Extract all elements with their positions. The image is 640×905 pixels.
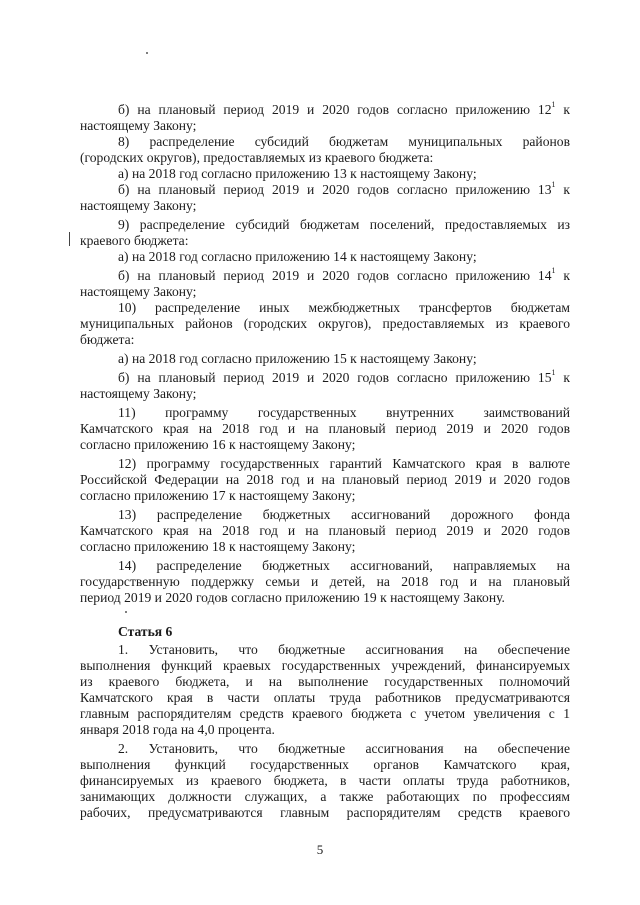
- text-line: согласно приложению 18 к настоящему Закону;: [80, 539, 356, 554]
- text-line: согласно приложению 16 к настоящему Закону;: [80, 437, 356, 452]
- text-line: период 2019 и 2020 годов согласно приложению 19 к настоящему Закону.: [80, 590, 505, 605]
- text-line: б) на плановый период 2019 и 2020 годов согласно приложению $13^1$ к: [118, 180, 570, 197]
- text-line: бюджета:: [80, 332, 135, 347]
- text-line: б) на плановый период 2019 и 2020 годов согласно приложению $12^1$ к: [118, 100, 570, 117]
- text-line: настоящему Закону;: [80, 118, 197, 133]
- text-line: настоящему Закону;: [80, 198, 197, 213]
- text-line: настоящему Закону;: [80, 284, 197, 299]
- text-line: 1. Установить, что бюджетные ассигнования на обеспечение: [118, 642, 570, 657]
- text-line: 14) распределение бюджетных ассигнований, направляемых на: [118, 558, 570, 573]
- text-line: настоящему Закону;: [80, 386, 197, 401]
- text-line: выполнения функций краевых государственных учреждений, финансируемых: [80, 658, 570, 673]
- text-line: из краевого бюджета, и на выполнение государственных полномочий: [80, 674, 570, 689]
- text-line: Камчатского края на 2018 год и на плановый период 2019 и 2020 годов: [80, 421, 570, 436]
- text-line: января 2018 года на 4,0 процента.: [80, 722, 275, 737]
- text-line: 10) распределение иных межбюджетных трансфертов бюджетам: [118, 300, 570, 315]
- text-line: б) на плановый период 2019 и 2020 годов согласно приложению $14^1$ к: [118, 266, 570, 283]
- text-line: муниципальных районов (городских округов), предоставляемых из краевого: [80, 316, 570, 331]
- text-line: финансируемых из краевого бюджета, в части оплаты труда работников,: [80, 773, 570, 788]
- text-line: рабочих, предусматриваются главным распорядителям средств краевого: [80, 805, 570, 820]
- text-line: государственную поддержку семьи и детей, на 2018 год и на плановый: [80, 574, 570, 589]
- text-line: согласно приложению 17 к настоящему Закону;: [80, 488, 356, 503]
- text-line: Российской Федерации на 2018 год и на плановый период 2019 и 2020 годов: [80, 472, 570, 487]
- text-line: выполнения функций государственных органов Камчатского края,: [80, 757, 570, 772]
- scan-speck: [146, 52, 148, 54]
- scan-speck: [125, 611, 127, 613]
- page-number: 5: [316, 842, 324, 857]
- text-line: Камчатского края на 2018 год и на плановый период 2019 и 2020 годов: [80, 523, 570, 538]
- text-line: 12) программу государственных гарантий Камчатского края в валюте: [118, 456, 570, 471]
- text-line: 13) распределение бюджетных ассигнований дорожного фонда: [118, 507, 570, 522]
- text-line: 11) программу государственных внутренних заимствований: [118, 405, 570, 420]
- text-line: а) на 2018 год согласно приложению 14 к настоящему Закону;: [118, 249, 477, 264]
- text-line: главным распорядителям средств краевого бюджета с учетом увеличения с 1: [80, 706, 570, 721]
- margin-mark: [69, 232, 70, 246]
- text-line: 2. Установить, что бюджетные ассигнования на обеспечение: [118, 741, 570, 756]
- article-heading: Статья 6: [118, 624, 173, 639]
- text-line: а) на 2018 год согласно приложению 15 к настоящему Закону;: [118, 351, 477, 366]
- text-line: Камчатского края в части оплаты труда работников предусматриваются: [80, 690, 570, 705]
- text-line: а) на 2018 год согласно приложению 13 к настоящему Закону;: [118, 166, 477, 181]
- text-line: краевого бюджета:: [80, 233, 189, 248]
- text-line: б) на плановый период 2019 и 2020 годов согласно приложению $15^1$ к: [118, 368, 570, 385]
- text-line: 9) распределение субсидий бюджетам поселений, предоставляемых из: [118, 217, 570, 232]
- text-line: 8) распределение субсидий бюджетам муниципальных районов: [118, 134, 570, 149]
- text-line: занимающих должности служащих, а также работающих по профессиям: [80, 789, 570, 804]
- text-line: (городских округов), предоставляемых из краевого бюджета:: [80, 150, 434, 165]
